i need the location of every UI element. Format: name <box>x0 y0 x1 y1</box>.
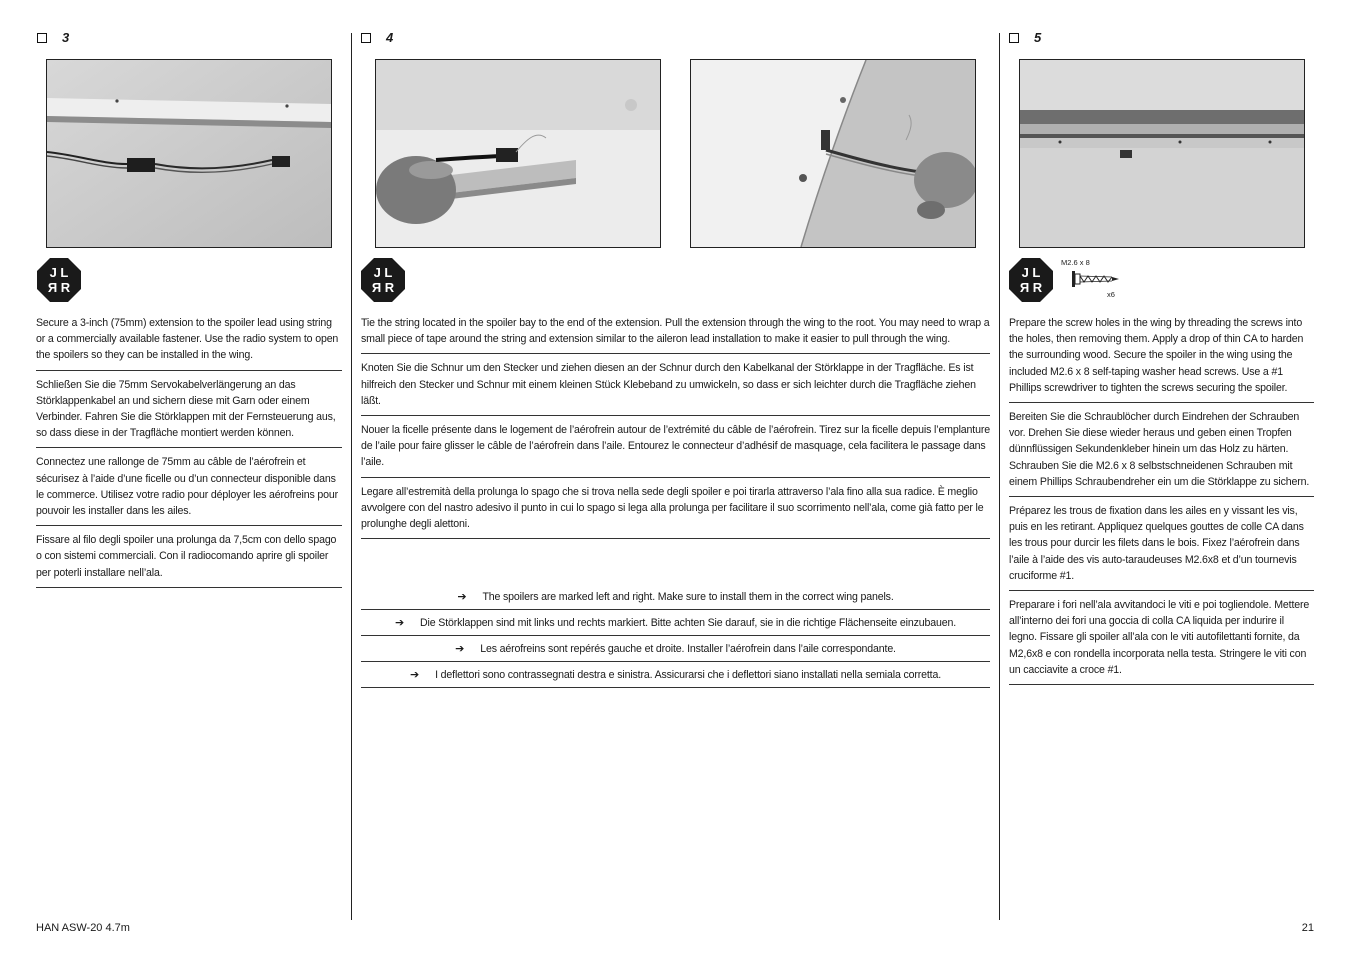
arrow-right-icon: ➔ <box>394 617 405 629</box>
photo-spoiler-installed <box>1019 59 1305 248</box>
instruction-de: Schließen Sie die 75mm Servokabelverlängerung an das Störklappenkabel an und sichern diese mit Garn oder einem Verbinder. Fahren Sie die Störklappen mit der Fernsteuerung aus, so dass diese in der Tragfläche montiert werden können. <box>36 371 342 449</box>
note-it <box>361 662 990 688</box>
footer-model-name: HAN ASW-20 4.7m <box>36 922 130 934</box>
note-text: Die Störklappen sind mit links und rechts markiert. Bitte achten Sie darauf, sie in die richtige Flächenseite einzubauen. <box>420 616 957 629</box>
step-number: 4 <box>386 30 394 45</box>
svg-text:Я R: Я R <box>1019 280 1043 295</box>
instruction-de: Knoten Sie die Schnur um den Stecker und ziehen diesen an der Schnur durch den Kabelkanal der Störklappe in der Tragfläche. Es ist hilfreich den Stecker und Schnur mit einem kleinen Stück Klebeband zu umwickeln, so dass er sich leichter durch die Tragfläche ziehen läßt. <box>361 354 990 416</box>
note-text: Les aérofreins sont repérés gauche et droite. Installer l’aérofrein dans l’aile correspondante. <box>480 642 896 655</box>
svg-text:J L: J L <box>373 265 393 280</box>
step-checkbox[interactable] <box>37 33 47 43</box>
screw-size-label: M2.6 x 8 <box>1061 258 1090 267</box>
left-right-wing-icon <box>37 258 81 302</box>
instruction-fr: Nouer la ficelle présente dans le logement de l’aérofrein autour de l’extrémité du câble de l’aérofrein. Tirez sur la ficelle depuis l’emplanture de l’aile pour faire glisser le câble de l’aérofrein dans l’aile. Entourez le connecteur d’adhésif de masquage, cela facilitera le passage dans l’aile. <box>361 416 990 478</box>
note-fr <box>361 636 990 662</box>
step-number: 3 <box>62 30 70 45</box>
step-checkbox[interactable] <box>361 33 371 43</box>
svg-text:Я R: Я R <box>47 280 71 295</box>
instruction-it: Legare all’estremità della prolunga lo spago che si trova nella sede degli spoiler e poi tirarla attraverso l’ala fino alla sua radice. È meglio avvolgere con del nastro adesivo il punto in cui lo spago si lega alla prolunga per facilitare il suo scorrimento nell’ala, come già fatto per le prolunghe degli alettoni. <box>361 478 990 540</box>
step-5-header <box>1009 30 1041 45</box>
step-checkbox[interactable] <box>1009 33 1019 43</box>
step-4-header <box>361 30 393 45</box>
svg-text:J L: J L <box>49 265 69 280</box>
instruction-fr: Connectez une rallonge de 75mm au câble de l’aérofrein et sécurisez à l’aide d’une ficelle ou d’un connecteur disponible dans le commerce. Utilisez votre radio pour déployer les aérofreins pour pouvoir les installer dans les ailes. <box>36 448 342 526</box>
column-divider <box>351 33 352 920</box>
instruction-de: Bereiten Sie die Schraublöcher durch Eindrehen der Schrauben vor. Drehen Sie diese wieder heraus und geben einen Tropfen dünnflüssigen Sekundenkleber hinein um das Holz zu härten. Schrauben Sie die M2.6 x 8 selbstschneidenen Schrauben mit einem Phillips Schraubendreher ein um die Störklappe zu sichern. <box>1009 403 1314 497</box>
left-right-wing-icon <box>361 258 405 302</box>
instruction-fr: Préparez les trous de fixation dans les ailes en y vissant les vis, puis en les retirant. Appliquez quelques gouttes de colle CA dans les trous pour durcir les filets dans le bois. Fixez l’aérofrein dans l’aile à l’aide des vis auto-taraudeuses M2.6x8 et d’un tournevis cruciforme #1. <box>1009 497 1314 591</box>
note-de <box>361 610 990 636</box>
step-3-instructions <box>36 315 342 588</box>
instruction-en: Tie the string located in the spoiler bay to the end of the extension. Pull the extension through the wing to the root. You may need to wrap a small piece of tape around the string and extension similar to the aileron lead installation to make it easier to pull through the wing. <box>361 315 990 354</box>
instruction-en: Secure a 3-inch (75mm) extension to the spoiler lead using string or a commercially available fastener. Use the radio system to open the spoilers so they can be installed in the wing. <box>36 315 342 371</box>
arrow-right-icon: ➔ <box>457 591 467 603</box>
screw-icon <box>1071 270 1121 288</box>
photo-spoiler-extension <box>46 59 332 248</box>
note-text: The spoilers are marked left and right. Make sure to install them in the correct wing panels. <box>482 590 894 603</box>
photo-string-extension <box>375 59 661 248</box>
screw-quantity: x6 <box>1107 290 1115 299</box>
svg-text:Я R: Я R <box>371 280 395 295</box>
photo-pull-through-wing <box>690 59 976 248</box>
left-right-wing-icon <box>1009 258 1053 302</box>
note-en <box>361 584 990 610</box>
column-divider <box>999 33 1000 920</box>
note-text: I deflettori sono contrassegnati destra e sinistra. Assicurarsi che i deflettori siano installati nella semiala corretta. <box>435 668 941 681</box>
spoiler-side-notes <box>361 584 990 688</box>
instruction-it: Fissare al filo degli spoiler una prolunga da 7,5cm con dello spago o con sistemi commerciali. Con il radiocomando aprire gli spoiler per poterli installare nell’ala. <box>36 526 342 588</box>
arrow-right-icon: ➔ <box>455 643 465 655</box>
instruction-en: Prepare the screw holes in the wing by threading the screws into the holes, then removing them. Apply a drop of thin CA to harden the surrounding wood. Secure the spoiler in the wing using the included M2.6 x 8 self-taping washer head screws. Use a #1 Phillips screwdriver to tighten the screws securing the spoiler. <box>1009 315 1314 403</box>
step-number: 5 <box>1034 30 1042 45</box>
instruction-it: Preparare i fori nell’ala avvitandoci le viti e poi togliendole. Mettere all’interno dei fori una goccia di colla CA liquida per indurire il legno. Fissare gli spoiler all’ala con le viti autofilettanti fornite, da M2,6x8 e con rondella incorporata nella testa. Stringere le viti con un cacciavite a croce #1. <box>1009 591 1314 685</box>
step-3-header <box>37 30 69 45</box>
page-number: 21 <box>1301 922 1314 934</box>
step-4-instructions <box>361 315 990 539</box>
step-5-instructions <box>1009 315 1314 685</box>
arrow-right-icon: ➔ <box>410 669 420 681</box>
svg-text:J L: J L <box>1021 265 1041 280</box>
